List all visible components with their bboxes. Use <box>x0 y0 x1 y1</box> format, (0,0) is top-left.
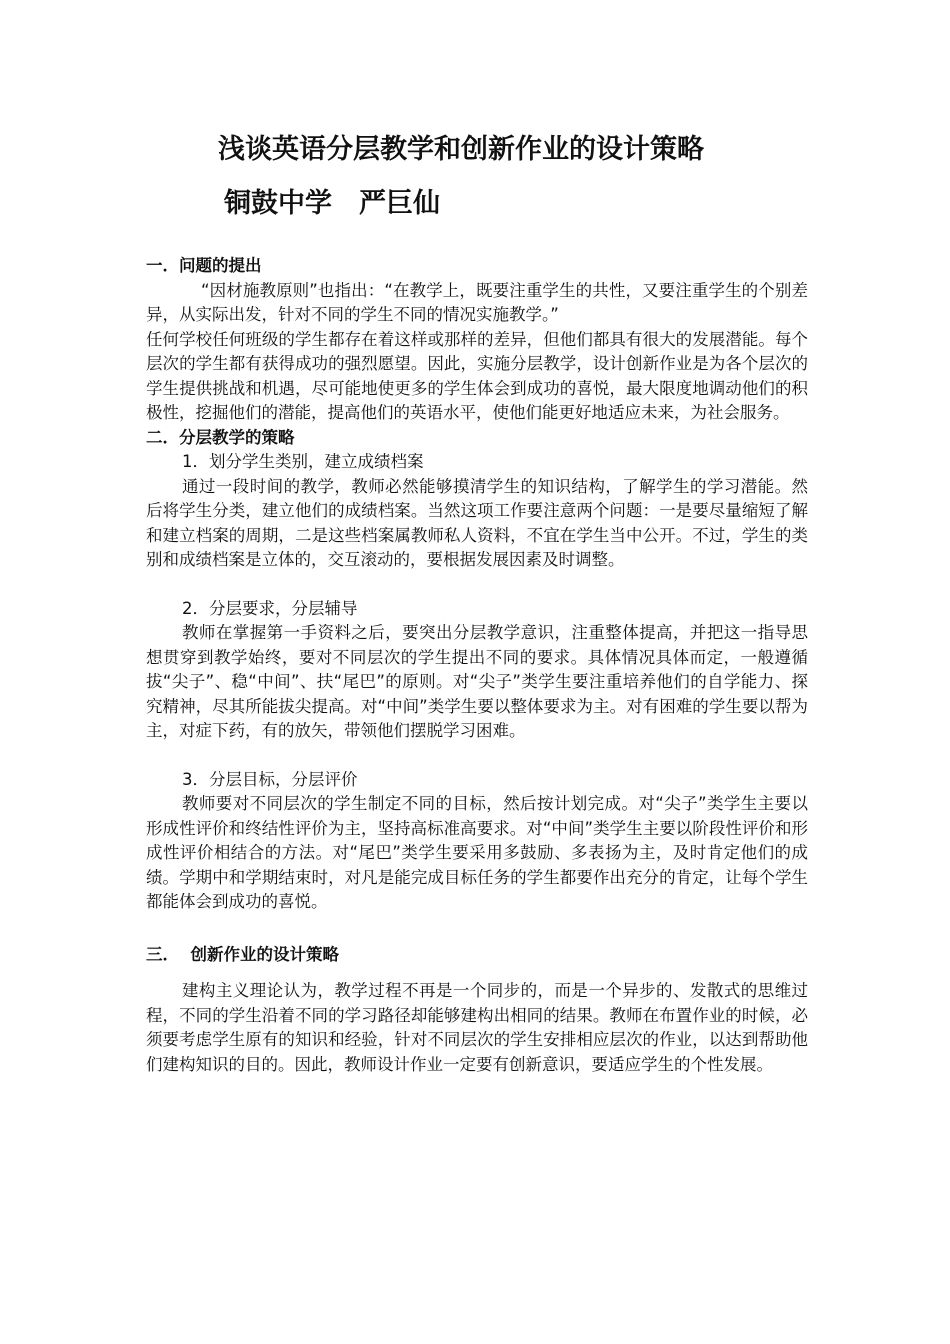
subsection-2-2-paragraph: 教师在掌握第一手资料之后，要突出分层教学意识，注重整体提高，并把这一指导思想贯穿到教学始终，要对不同层次的学生提出不同的要求。具体情况具体而定，一般遵循拔“尖子”、稳“中间”、扶“尾巴”的原则。对“尖子”类学生要注重培养他们的自学能力、探究精神，尽其所能拔尖提高。对“中间”类学生要以整体要求为主。对有困难的学生要以帮为主，对症下药，有的放矢，带领他们摆脱学习困难。 <box>146 623 808 740</box>
document-title: 浅谈英语分层教学和创新作业的设计策略 <box>218 134 704 165</box>
author-line: 铜鼓中学 严巨仙 <box>224 188 440 219</box>
subsection-2-1-paragraph: 通过一段时间的教学，教师必然能够摸清学生的知识结构，了解学生的学习潜能。然后将学生分类，建立他们的成绩档案。当然这项工作要注意两个问题：一是要尽量缩短了解和建立档案的周期，二是这些档案属教师私人资料，不宜在学生当中公开。不过，学生的类别和成绩档案是立体的，交互滚动的，要根据发展因素及时调整。 <box>146 476 808 569</box>
section-1-paragraph-1: “因材施教原则”也指出：“在教学上，既要注重学生的共性，又要注重学生的个别差异，从实际出发，针对不同的学生不同的情况实施教学。” <box>146 280 808 324</box>
document-page <box>146 128 808 1077</box>
subsection-heading-2-1: 1．划分学生类别，建立成绩档案 <box>182 452 424 471</box>
section-heading-1: 一．问题的提出 <box>146 256 262 275</box>
paragraph-spacer <box>146 915 808 943</box>
section-heading-2: 二．分层教学的策略 <box>146 427 295 447</box>
section-heading-3: 三． 创新作业的设计策略 <box>146 944 339 964</box>
subsection-heading-2-2: 2．分层要求，分层辅导 <box>182 598 358 618</box>
subsection-heading-2-3: 3．分层目标，分层评价 <box>182 769 358 789</box>
paragraph-spacer <box>146 573 808 597</box>
subsection-2-3-paragraph: 教师要对不同层次的学生制定不同的目标，然后按计划完成。对“尖子”类学生主要以形成性评价和终结性评价为主，坚持高标准高要求。对“中间”类学生主要以阶段性评价和形成性评价相结合的方法。对“尾巴”类学生要采用多鼓励、多表扬为主，及时肯定他们的成绩。学期中和学期结束时，对凡是能完成目标任务的学生都要作出充分的肯定，让每个学生都能体会到成功的喜悦。 <box>146 794 808 911</box>
section-3-paragraph-1: 建构主义理论认为，教学过程不再是一个同步的，而是一个异步的、发散式的思维过程，不同的学生沿着不同的学习路径却能够建构出相同的结果。教师在布置作业的时候，必须要考虑学生原有的知识和经验，针对不同层次的学生安排相应层次的作业，以达到帮助他们建构知识的目的。因此，教师设计作业一定要有创新意识，要适应学生的个性发展。 <box>146 981 808 1074</box>
paragraph-spacer <box>146 744 808 768</box>
section-1-paragraph-2: 任何学校任何班级的学生都存在着这样或那样的差异，但他们都具有很大的发展潜能。每个层次的学生都有获得成功的强烈愿望。因此，实施分层教学，设计创新作业是为各个层次的学生提供挑战和机遇，尽可能地使更多的学生体会到成功的喜悦，最大限度地调动他们的积极性，挖掘他们的潜能，提高他们的英语水平，使他们能更好地适应未来，为社会服务。 <box>146 329 808 422</box>
